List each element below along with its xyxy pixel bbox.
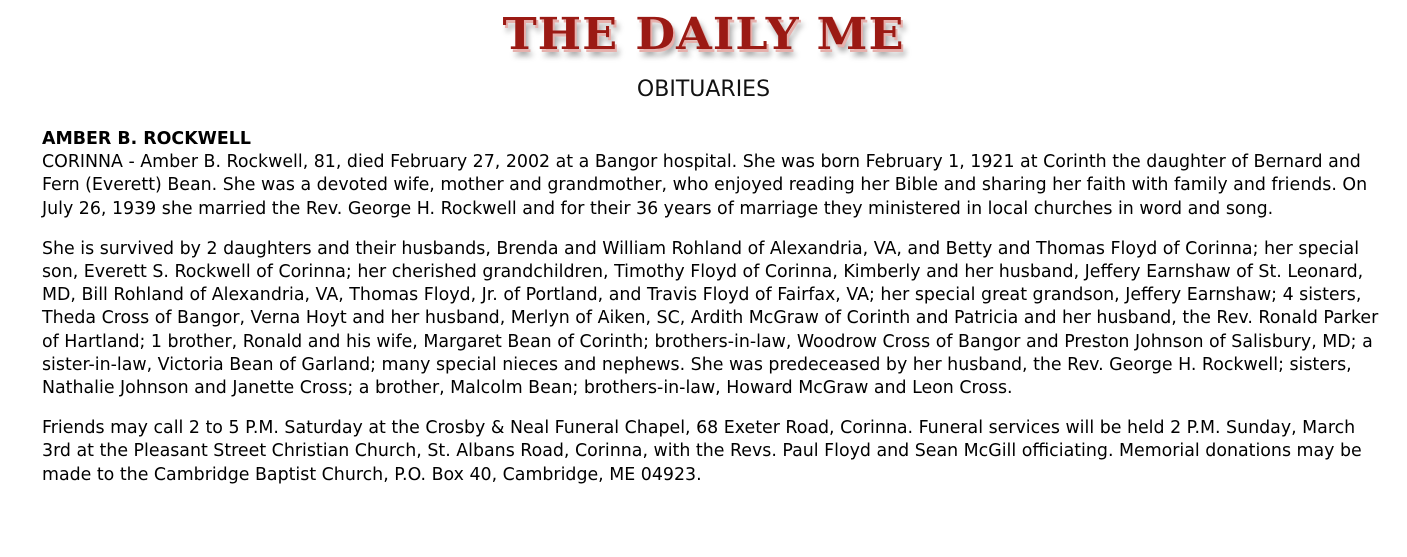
section-title: OBITUARIES	[636, 77, 771, 102]
obituary-paragraph-services: Friends may call 2 to 5 P.M. Saturday at the Crosby & Neal Funeral Chapel, 68 Exeter Road, Corinna. Funeral services will be held 2 P.M. Sunday, March 3rd at the Pleasant Street Christian Church, St. Albans Road, Corinna, with the Revs. Paul Floyd and Sean McGill officiating. Memorial donations may be made to the Cambridge Baptist Church, P.O. Box 40, Cambridge, ME 04923.	[42, 418, 1362, 485]
obituary-article	[42, 128, 1387, 504]
obituary-headline: AMBER B. ROCKWELL	[42, 129, 251, 149]
obituary-paragraph-survivors: She is survived by 2 daughters and their husbands, Brenda and William Rohland of Alexandria, VA, and Betty and Thomas Floyd of Corinna; her special son, Everett S. Rockwell of Corinna; her cherished grandchildren, Timothy Floyd of Corinna, Kimberly and her husband, Jeffery Earnshaw of St. Leonard, MD, Bill Rohland of Alexandria, VA, Thomas Floyd, Jr. of Portland, and Travis Floyd of Fairfax, VA; her special great grandson, Jeffery Earnshaw; 4 sisters, Theda Cross of Bangor, Verna Hoyt and her husband, Merlyn of Aiken, SC, Ardith McGraw of Corinth and Patricia and her husband, the Rev. Ronald Parker of Hartland; 1 brother, Ronald and his wife, Margaret Bean of Corinth; brothers-in-law, Woodrow Cross of Bangor and Preston Johnson of Salisbury, MD; a sister-in-law, Victoria Bean of Garland; many special nieces and nephews. She was predeceased by her husband, the Rev. George H. Rockwell; sisters, Nathalie Johnson and Janette Cross; a brother, Malcolm Bean; brothers-in-law, Howard McGraw and Leon Cross.	[42, 238, 1379, 399]
masthead	[0, 4, 1407, 64]
obituary-paragraph-intro: CORINNA - Amber B. Rockwell, 81, died February 27, 2002 at a Bangor hospital. She was born February 1, 1921 at Corinth the daughter of Bernard and Fern (Everett) Bean. She was a devoted wife, mother and grandmother, who enjoyed reading her Bible and sharing her faith with family and friends. On July 26, 1939 she married the Rev. George H. Rockwell and for their 36 years of marriage they ministered in local churches in word and song.	[42, 152, 1368, 219]
newspaper-logo: THE DAILY ME	[502, 8, 905, 60]
